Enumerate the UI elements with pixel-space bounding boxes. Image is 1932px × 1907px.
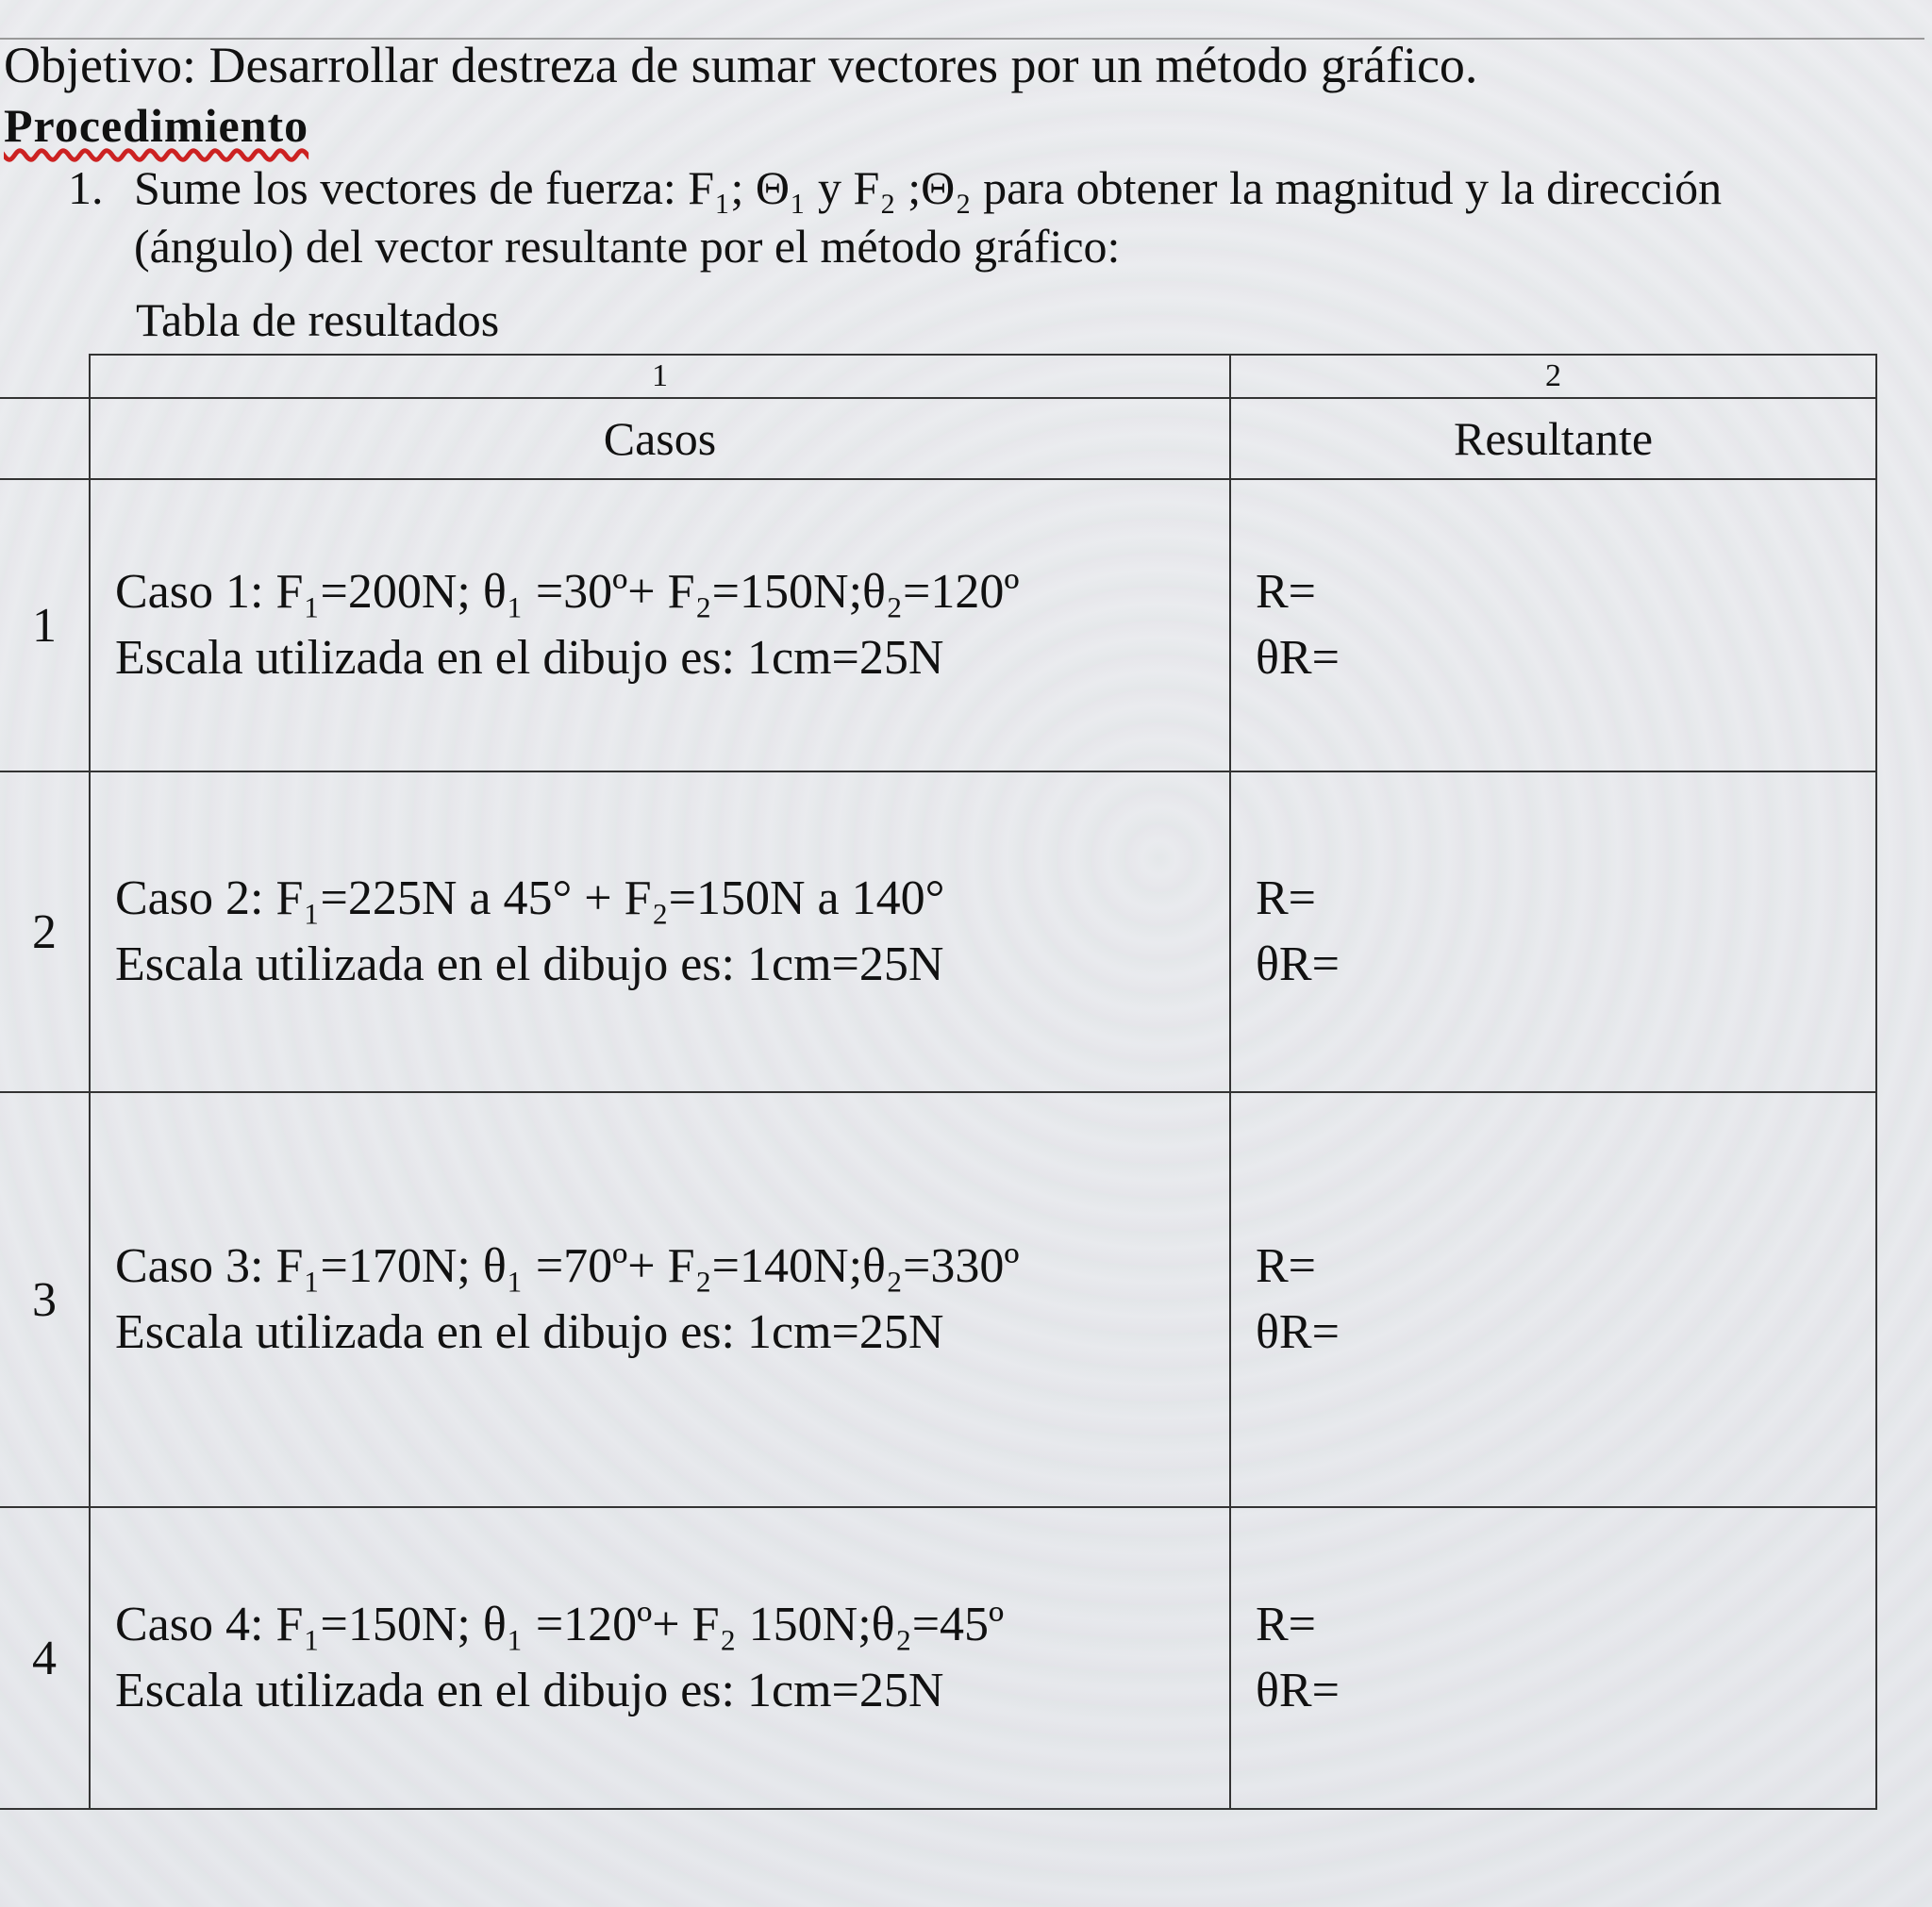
- table-row: [0, 771, 1876, 1092]
- case-scale: Escala utilizada en el dibujo es: 1cm=25N: [115, 631, 944, 685]
- result-cell[interactable]: [1230, 479, 1876, 771]
- table-title: Tabla de resultados: [136, 293, 500, 346]
- result-cell[interactable]: [1230, 771, 1876, 1092]
- result-cell[interactable]: [1230, 1092, 1876, 1507]
- column-number-2: 2: [1230, 355, 1876, 398]
- blank-cell: [0, 355, 90, 398]
- column-number-1: 1: [90, 355, 1230, 398]
- case-cell: [90, 1507, 1230, 1809]
- case-cell: [90, 1092, 1230, 1507]
- case-description: Caso 3: F₁=170N; θ₁ =70º+ F₂=140N;θ₂=330º: [115, 1239, 1020, 1293]
- objective-text: Objetivo: Desarrollar destreza de sumar vectores por un método gráfico.: [4, 37, 1478, 93]
- case-scale: Escala utilizada en el dibujo es: 1cm=25N: [115, 937, 944, 991]
- row-number: 1: [0, 479, 90, 771]
- row-number: 2: [0, 771, 90, 1092]
- step-number: 1.: [68, 161, 104, 214]
- case-cell: [90, 479, 1230, 771]
- column-header-resultante: Resultante: [1230, 398, 1876, 479]
- column-header-casos: Casos: [90, 398, 1230, 479]
- table-row: [0, 1092, 1876, 1507]
- step-text: Sume los vectores de fuerza: F₁; Θ₁ y F₂ ;Θ₂ para obtener la magnitud y la dirección (ángulo) del vector resultante por el método gráfico:: [134, 161, 1723, 273]
- result-angle-label: θR=: [1256, 1305, 1340, 1359]
- result-angle-label: θR=: [1256, 631, 1340, 685]
- column-number-row: [0, 355, 1876, 398]
- case-description: Caso 4: F₁=150N; θ₁ =120º+ F₂ 150N;θ₂=45º: [115, 1598, 1005, 1651]
- top-border-line: [0, 0, 1924, 40]
- result-angle-label: θR=: [1256, 1664, 1340, 1717]
- case-description: Caso 1: F₁=200N; θ₁ =30º+ F₂=150N;θ₂=120º: [115, 565, 1020, 619]
- column-header-row: [0, 398, 1876, 479]
- case-scale: Escala utilizada en el dibujo es: 1cm=25N: [115, 1305, 944, 1359]
- result-angle-label: θR=: [1256, 937, 1340, 991]
- table-row: [0, 1507, 1876, 1809]
- result-magnitude-label: R=: [1256, 871, 1317, 925]
- procedure-heading: Procedimiento: [4, 99, 309, 152]
- result-cell[interactable]: [1230, 1507, 1876, 1809]
- table-row: [0, 479, 1876, 771]
- result-magnitude-label: R=: [1256, 1598, 1317, 1651]
- result-magnitude-label: R=: [1256, 1239, 1317, 1293]
- blank-cell: [0, 398, 90, 479]
- case-description: Caso 2: F₁=225N a 45° + F₂=150N a 140°: [115, 871, 945, 925]
- case-scale: Escala utilizada en el dibujo es: 1cm=25N: [115, 1664, 944, 1717]
- row-number: 3: [0, 1092, 90, 1507]
- result-magnitude-label: R=: [1256, 565, 1317, 619]
- case-cell: [90, 771, 1230, 1092]
- row-number: 4: [0, 1507, 90, 1809]
- results-table: [0, 354, 1877, 1810]
